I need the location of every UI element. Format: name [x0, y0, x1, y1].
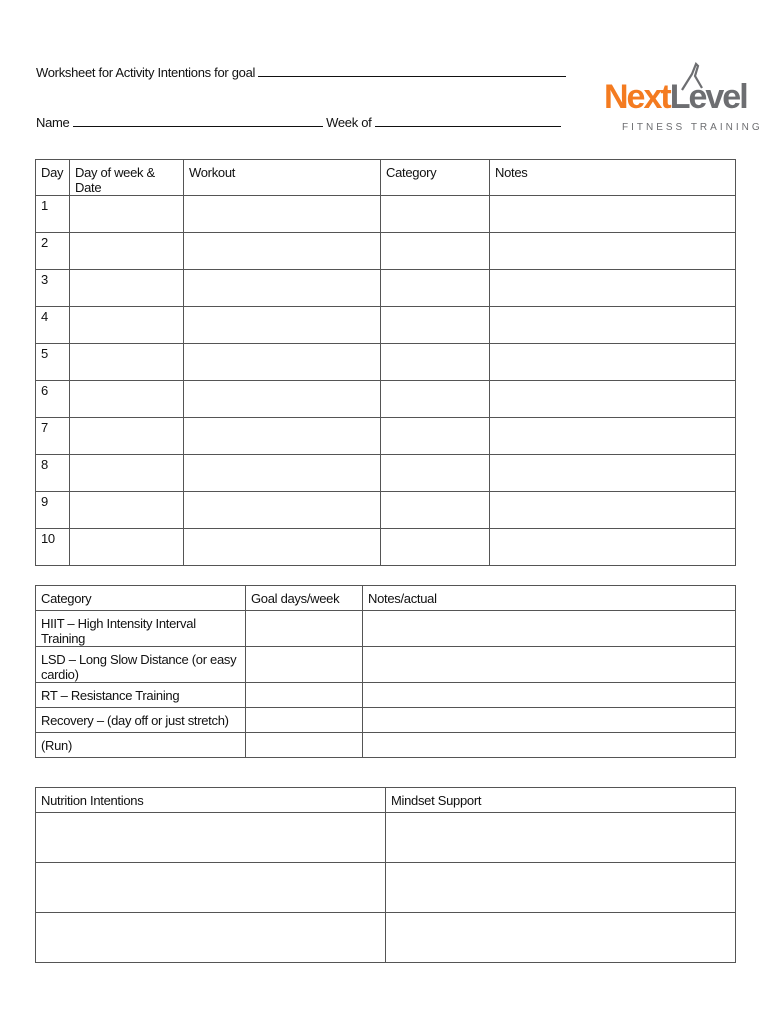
table-row	[36, 647, 736, 683]
day-number: 1	[36, 196, 70, 233]
category-cell[interactable]	[381, 529, 490, 566]
col-goal-days: Goal days/week	[246, 586, 363, 611]
category-cell[interactable]	[381, 307, 490, 344]
col-notes: Notes	[490, 160, 736, 196]
day-number: 5	[36, 344, 70, 381]
col-notes-actual: Notes/actual	[363, 586, 736, 611]
day-number: 8	[36, 455, 70, 492]
notes-cell[interactable]	[490, 381, 736, 418]
notes-actual-cell[interactable]	[363, 683, 736, 708]
workout-cell[interactable]	[184, 344, 381, 381]
date-cell[interactable]	[70, 381, 184, 418]
goal-field[interactable]	[258, 64, 566, 77]
workout-cell[interactable]	[184, 418, 381, 455]
day-number: 6	[36, 381, 70, 418]
goal-days-cell[interactable]	[246, 708, 363, 733]
date-cell[interactable]	[70, 196, 184, 233]
date-cell[interactable]	[70, 233, 184, 270]
col-category: Category	[36, 586, 246, 611]
activity-table	[35, 159, 736, 566]
table-row	[36, 270, 736, 307]
goal-label: Worksheet for Activity Intentions for goal	[36, 65, 256, 80]
col-nutrition: Nutrition Intentions	[36, 788, 386, 813]
goal-days-cell[interactable]	[246, 683, 363, 708]
notes-cell[interactable]	[490, 270, 736, 307]
workout-cell[interactable]	[184, 307, 381, 344]
category-cell[interactable]	[381, 196, 490, 233]
notes-cell[interactable]	[490, 529, 736, 566]
table-row	[36, 381, 736, 418]
day-number: 4	[36, 307, 70, 344]
table-row	[36, 492, 736, 529]
col-workout: Workout	[184, 160, 381, 196]
category-cell[interactable]	[381, 492, 490, 529]
table-row	[36, 683, 736, 708]
category-label: RT – Resistance Training	[36, 683, 246, 708]
mindset-cell[interactable]	[386, 813, 736, 863]
day-number: 2	[36, 233, 70, 270]
table-row	[36, 813, 736, 863]
workout-cell[interactable]	[184, 196, 381, 233]
notes-actual-cell[interactable]	[363, 733, 736, 758]
nutrition-header-row	[36, 788, 736, 813]
category-header-row	[36, 586, 736, 611]
table-row	[36, 611, 736, 647]
date-cell[interactable]	[70, 270, 184, 307]
category-label: LSD – Long Slow Distance (or easy cardio)	[36, 647, 246, 683]
category-cell[interactable]	[381, 344, 490, 381]
table-row	[36, 307, 736, 344]
nutrition-cell[interactable]	[36, 813, 386, 863]
col-day: Day	[36, 160, 70, 196]
date-cell[interactable]	[70, 492, 184, 529]
category-table	[35, 585, 736, 758]
table-row	[36, 733, 736, 758]
name-label: Name	[36, 115, 70, 130]
workout-cell[interactable]	[184, 233, 381, 270]
activity-header-row	[36, 160, 736, 196]
goal-days-cell[interactable]	[246, 647, 363, 683]
date-cell[interactable]	[70, 307, 184, 344]
week-field[interactable]	[375, 114, 561, 127]
workout-cell[interactable]	[184, 455, 381, 492]
notes-actual-cell[interactable]	[363, 647, 736, 683]
workout-cell[interactable]	[184, 529, 381, 566]
notes-actual-cell[interactable]	[363, 611, 736, 647]
col-category: Category	[381, 160, 490, 196]
category-cell[interactable]	[381, 455, 490, 492]
category-cell[interactable]	[381, 270, 490, 307]
date-cell[interactable]	[70, 455, 184, 492]
day-number: 10	[36, 529, 70, 566]
date-cell[interactable]	[70, 529, 184, 566]
notes-cell[interactable]	[490, 233, 736, 270]
logo-level-text: Level	[669, 78, 747, 116]
mindset-cell[interactable]	[386, 863, 736, 913]
workout-cell[interactable]	[184, 270, 381, 307]
notes-actual-cell[interactable]	[363, 708, 736, 733]
table-row	[36, 455, 736, 492]
date-cell[interactable]	[70, 418, 184, 455]
logo-wordmark	[604, 80, 747, 114]
workout-cell[interactable]	[184, 381, 381, 418]
notes-cell[interactable]	[490, 418, 736, 455]
notes-cell[interactable]	[490, 455, 736, 492]
goal-days-cell[interactable]	[246, 611, 363, 647]
goal-days-cell[interactable]	[246, 733, 363, 758]
name-week-line	[36, 114, 561, 130]
category-label: Recovery – (day off or just stretch)	[36, 708, 246, 733]
day-number: 7	[36, 418, 70, 455]
nutrition-table	[35, 787, 736, 963]
workout-cell[interactable]	[184, 492, 381, 529]
category-cell[interactable]	[381, 381, 490, 418]
table-row	[36, 529, 736, 566]
goal-line	[36, 64, 566, 80]
day-number: 9	[36, 492, 70, 529]
table-row	[36, 863, 736, 913]
notes-cell[interactable]	[490, 344, 736, 381]
table-row	[36, 196, 736, 233]
category-cell[interactable]	[381, 418, 490, 455]
category-label: HIIT – High Intensity Interval Training	[36, 611, 246, 647]
table-row	[36, 233, 736, 270]
next-level-logo	[600, 62, 763, 140]
col-date: Day of week & Date	[70, 160, 184, 196]
logo-next-text: Next	[604, 78, 670, 116]
mindset-cell[interactable]	[386, 913, 736, 963]
table-row	[36, 708, 736, 733]
name-field[interactable]	[73, 114, 323, 127]
logo-subtitle: FITNESS TRAINING	[622, 122, 763, 133]
day-number: 3	[36, 270, 70, 307]
notes-cell[interactable]	[490, 492, 736, 529]
notes-cell[interactable]	[490, 307, 736, 344]
col-mindset: Mindset Support	[386, 788, 736, 813]
week-label: Week of	[326, 115, 372, 130]
category-label: (Run)	[36, 733, 246, 758]
category-cell[interactable]	[381, 233, 490, 270]
table-row	[36, 344, 736, 381]
nutrition-cell[interactable]	[36, 863, 386, 913]
nutrition-cell[interactable]	[36, 913, 386, 963]
date-cell[interactable]	[70, 344, 184, 381]
table-row	[36, 418, 736, 455]
table-row	[36, 913, 736, 963]
notes-cell[interactable]	[490, 196, 736, 233]
